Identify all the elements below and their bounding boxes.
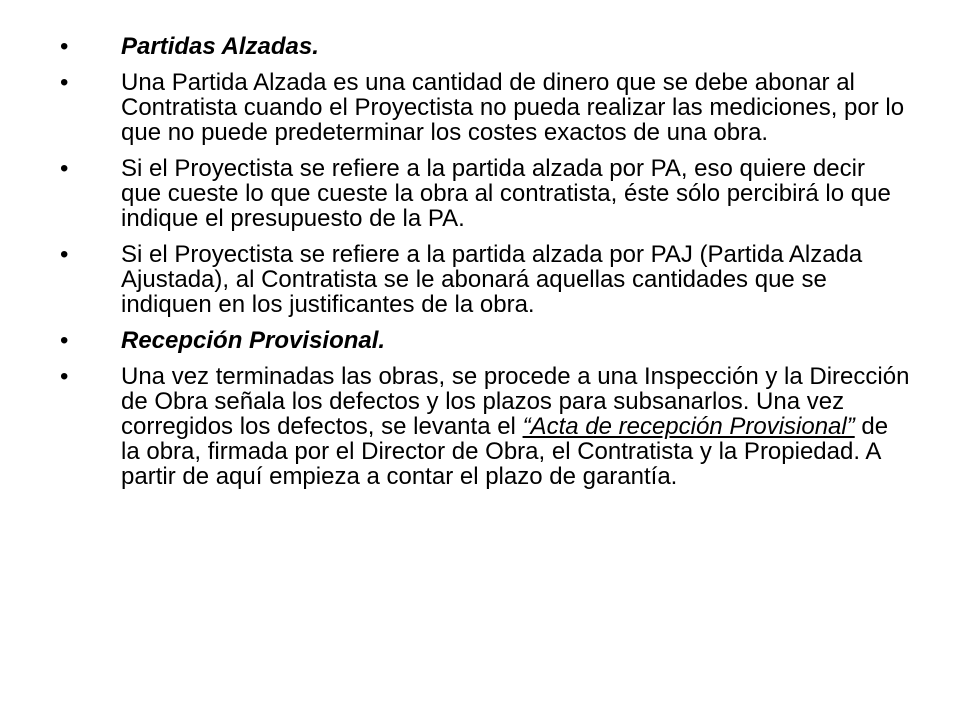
bullet-icon: •: [60, 327, 69, 354]
bullet-item-definition: [60, 70, 910, 145]
bullet-text: Si el Proyectista se refiere a la partida alzada por PAJ (Partida Alzada Ajustada), al Contratista se le abonará aquellas cantidades que se indiquen en los justificantes de la obra.: [121, 241, 863, 318]
bullet-icon: •: [60, 33, 69, 60]
acta-recepcion-link[interactable]: “Acta de recepción Provisional”: [522, 413, 855, 440]
bullet-item-heading-recepcion: [60, 328, 910, 353]
bullet-icon: •: [60, 241, 69, 268]
bullet-text: Si el Proyectista se refiere a la partida alzada por PA, eso quiere decir que cueste lo que cueste la obra al contratista, éste sólo percibirá lo que indique el presupuesto de la PA.: [121, 155, 891, 232]
bullet-icon: •: [60, 363, 69, 390]
bullet-item-recepcion-text: [60, 364, 910, 489]
bullet-text: Una Partida Alzada es una cantidad de dinero que se debe abonar al Contratista cuando el Proyectista no pueda realizar las mediciones, por lo que no puede predeterminar los costes exactos de una obra.: [121, 69, 905, 146]
section-heading: Partidas Alzadas.: [121, 33, 319, 60]
bullet-item-heading-partidas: [60, 34, 910, 59]
bullet-icon: •: [60, 155, 69, 182]
section-heading: Recepción Provisional.: [121, 327, 386, 354]
bullet-list: [60, 34, 910, 500]
bullet-item-pa: [60, 156, 910, 231]
bullet-text-after: de la obra, firmada por el Director de Obra, el Contratista y la Propiedad. A partir de aquí empieza a contar el plazo de garantía.: [121, 413, 889, 490]
bullet-text-before: Una vez terminadas las obras, se procede a una Inspección y la Dirección de Obra señala los defectos y los plazos para subsanarlos. Una vez corregidos los defectos, se levanta el: [121, 363, 910, 440]
bullet-icon: •: [60, 69, 69, 96]
bullet-item-paj: [60, 242, 910, 317]
